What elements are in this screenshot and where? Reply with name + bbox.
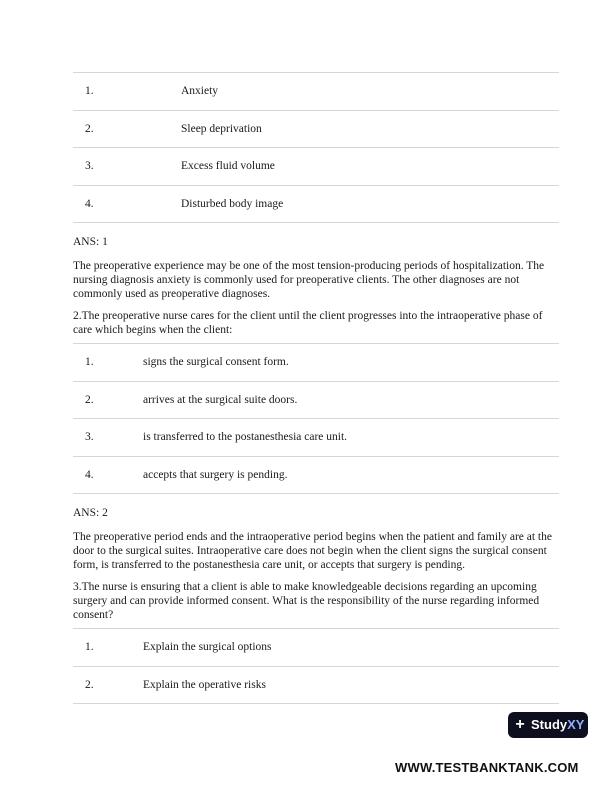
plus-icon: + — [515, 716, 525, 733]
option-text: Sleep deprivation — [181, 110, 559, 148]
option-number: 1. — [73, 73, 181, 111]
table-row — [73, 148, 559, 186]
table-row — [73, 344, 559, 382]
footer-url: WWW.TESTBANKTANK.COM — [395, 760, 579, 775]
q1-options-table — [73, 72, 559, 223]
option-number: 4. — [73, 456, 143, 494]
table-row — [73, 419, 559, 457]
table-row — [73, 110, 559, 148]
q2-rationale: The preoperative period ends and the intraoperative period begins when the patient and family are at the door to the surgical suites. Intraoperative care does not begin when the client signs the surgical consent form, is transferred to the postanesthesia care unit, or accepts that surgery is pending. — [73, 531, 552, 571]
badge-brand-accent: XY — [567, 717, 585, 732]
option-text: Excess fluid volume — [181, 148, 559, 186]
q3-options-table — [73, 628, 559, 704]
option-text: accepts that surgery is pending. — [143, 456, 559, 494]
option-text: arrives at the surgical suite doors. — [143, 381, 559, 419]
q1-answer: ANS: 1 — [73, 236, 108, 248]
q2-options-table — [73, 343, 559, 494]
q1-rationale: The preoperative experience may be one of the most tension-producing periods of hospitalization. The nursing diagnosis anxiety is commonly used for preoperative clients. The other diagnoses are not commonly used as preoperative diagnoses. — [73, 260, 545, 300]
q3-question: 3.The nurse is ensuring that a client is able to make knowledgeable decisions regarding an upcoming surgery and can provide informed consent. What is the responsibility of the nurse regarding informed consent? — [73, 581, 540, 621]
document-page — [73, 72, 559, 704]
option-text: signs the surgical consent form. — [143, 344, 559, 382]
q2-answer: ANS: 2 — [73, 507, 108, 519]
table-row — [73, 73, 559, 111]
q2-question: 2.The preoperative nurse cares for the client until the client progresses into the intraoperative phase of care which begins when the client: — [73, 310, 543, 336]
option-text: Explain the surgical options — [143, 629, 559, 667]
table-row — [73, 381, 559, 419]
option-number: 3. — [73, 419, 143, 457]
studyxy-badge[interactable] — [508, 712, 588, 738]
table-row — [73, 456, 559, 494]
option-number: 2. — [73, 666, 143, 704]
table-row — [73, 629, 559, 667]
table-row — [73, 185, 559, 223]
option-number: 4. — [73, 185, 181, 223]
option-text: is transferred to the postanesthesia care unit. — [143, 419, 559, 457]
option-text: Explain the operative risks — [143, 666, 559, 704]
badge-brand-main: Study — [531, 717, 568, 732]
option-number: 2. — [73, 381, 143, 419]
option-text: Disturbed body image — [181, 185, 559, 223]
option-number: 1. — [73, 344, 143, 382]
option-number: 3. — [73, 148, 181, 186]
option-number: 2. — [73, 110, 181, 148]
option-number: 1. — [73, 629, 143, 667]
option-text: Anxiety — [181, 73, 559, 111]
table-row — [73, 666, 559, 704]
